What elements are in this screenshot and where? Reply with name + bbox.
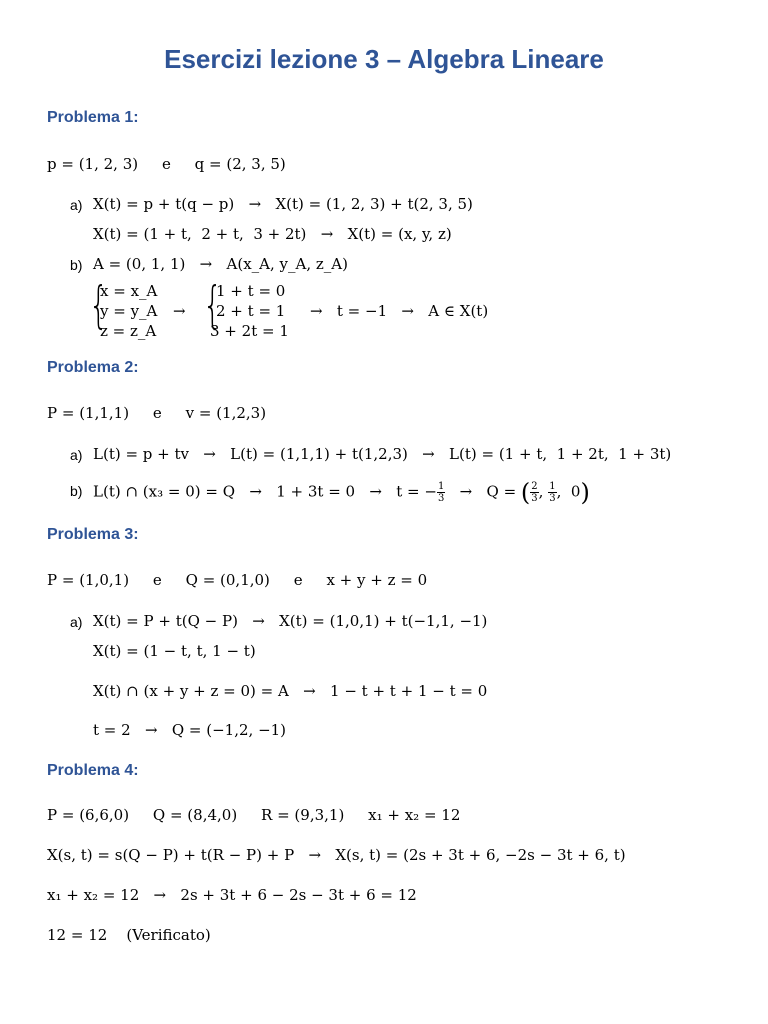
comma: , — [538, 482, 549, 501]
problem-2-b-arrow: → Q = — [445, 482, 521, 501]
system-2-eq-1: 1 + t = 0 — [216, 282, 286, 300]
problem-3-a-line-2: X(t) = (1 − t, t, 1 − t) — [93, 642, 256, 660]
problem-1-a-label: a) — [70, 197, 83, 213]
problem-2-given: P = (1,1,1) e v = (1,2,3) — [47, 404, 267, 422]
fraction-q-x-numerator: 2 — [531, 481, 538, 492]
q-z-value: 0 — [570, 482, 581, 501]
problem-4-line-3: x₁ + x₂ = 12 → 2s + 3t + 6 − 2s − 3t + 6 = 12 — [47, 886, 417, 904]
problem-4-heading: Problema 4: — [47, 762, 139, 779]
fraction-q-y — [548, 481, 556, 504]
problem-2-heading: Problema 2: — [47, 359, 139, 376]
system-2-brace: { — [203, 276, 223, 334]
system-2-eq-3: 3 + 2t = 1 — [210, 322, 289, 340]
fraction-t-numerator: 1 — [437, 481, 445, 492]
problem-4-line-4: 12 = 12 (Verificato) — [47, 926, 211, 944]
problem-1-a-line-1: X(t) = p + t(q − p) → X(t) = (1, 2, 3) + t(2, 3, 5) — [93, 195, 473, 213]
problem-3-a-line-4: t = 2 → Q = (−1,2, −1) — [93, 721, 287, 739]
problem-3-a-label: a) — [70, 614, 83, 630]
problem-2-b-main: L(t) ∩ (x₃ = 0) = Q → 1 + 3t = 0 → t = − — [93, 482, 437, 501]
problem-1-b-label: b) — [70, 257, 83, 273]
fraction-q-x-denominator: 3 — [531, 493, 538, 504]
problem-4-line-2: X(s, t) = s(Q − P) + t(R − P) + P → X(s, t) = (2s + 3t + 6, −2s − 3t + 6, t) — [47, 846, 626, 864]
fraction-q-y-numerator: 1 — [549, 481, 556, 492]
page-title: Esercizi lezione 3 – Algebra Lineare — [164, 44, 604, 74]
system-1-eq-3: z = z_A — [100, 322, 157, 340]
problem-2-b-label: b) — [70, 483, 83, 499]
comma: , — [556, 482, 571, 501]
fraction-q-y-denominator: 3 — [549, 493, 556, 504]
problem-1-conclusion: → t = −1 → A ∈ X(t) — [310, 302, 489, 320]
close-paren: ) — [580, 478, 590, 507]
problem-1-heading: Problema 1: — [47, 109, 139, 126]
fraction-t-denominator: 3 — [437, 493, 445, 504]
problem-2-a-line: L(t) = p + tv → L(t) = (1,1,1) + t(1,2,3) → L(t) = (1 + t, 1 + 2t, 1 + 3t) — [93, 445, 672, 463]
system-1-brace: { — [89, 276, 109, 334]
problem-3-heading: Problema 3: — [47, 526, 139, 543]
system-1-eq-2: y = y_A — [100, 302, 158, 320]
system-2-eq-2: 2 + t = 1 — [216, 302, 286, 320]
fraction-q-x — [530, 481, 538, 504]
problem-2-a-label: a) — [70, 447, 83, 463]
system-1-eq-1: x = x_A — [100, 282, 158, 300]
problem-3-given: P = (1,0,1) e Q = (0,1,0) e x + y + z = 0 — [47, 571, 428, 589]
problem-4-line-1: P = (6,6,0) Q = (8,4,0) R = (9,3,1) x₁ + x₂ = 12 — [47, 806, 461, 824]
problem-1-a-line-2: X(t) = (1 + t, 2 + t, 3 + 2t) → X(t) = (x, y, z) — [93, 225, 452, 243]
problem-2-b-line — [93, 478, 590, 507]
problem-3-a-line-3: X(t) ∩ (x + y + z = 0) = A → 1 − t + t + 1 − t = 0 — [93, 682, 488, 700]
problem-3-a-line-1: X(t) = P + t(Q − P) → X(t) = (1,0,1) + t(−1,1, −1) — [93, 612, 488, 630]
open-paren: ( — [520, 478, 531, 507]
problem-1-given: p = (1, 2, 3) e q = (2, 3, 5) — [47, 155, 286, 173]
system-arrow: → — [173, 302, 186, 320]
problem-1-b-line-1: A = (0, 1, 1) → A(x_A, y_A, z_A) — [93, 255, 348, 273]
